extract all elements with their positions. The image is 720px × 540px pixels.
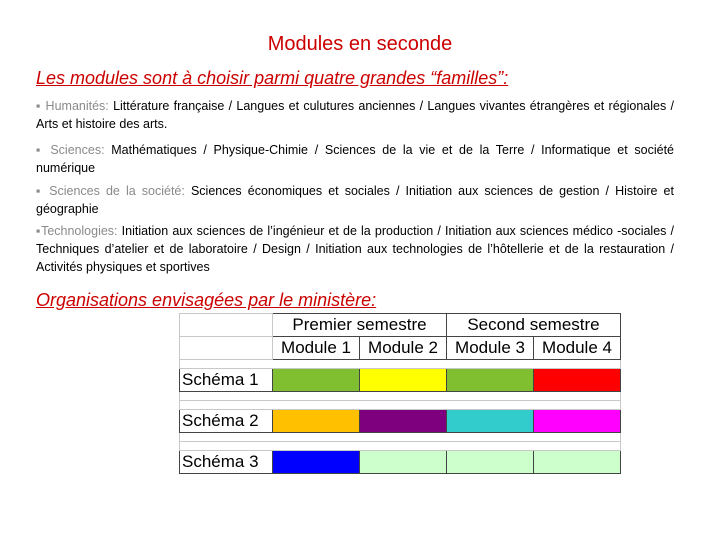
family-text: Mathématiques / Physique-Chimie / Sciences de la vie et de la Terre / Informatique et société numérique: [36, 143, 674, 175]
family-humanites: [36, 97, 674, 133]
schema-label-2: Schéma 2: [180, 410, 273, 433]
families-heading: Les modules sont à choisir parmi quatre grandes “familles”:: [36, 68, 509, 88]
schema-1-module-3-cell: [447, 369, 534, 392]
module-header-1: Module 1: [273, 337, 360, 360]
family-sciences: [36, 141, 674, 177]
family-sciences-societe: [36, 182, 674, 218]
family-category: Humanités:: [45, 99, 109, 113]
schema-3-module-4-cell: [534, 451, 621, 474]
family-text: Littérature française / Langues et culutures anciennes / Langues vivantes étrangères et régionales / Arts et histoire des arts.: [36, 99, 674, 131]
semester-header-1: Premier semestre: [273, 314, 447, 337]
schema-label-1: Schéma 1: [180, 369, 273, 392]
bullet-marker: ▪: [36, 184, 44, 198]
empty-cell: [180, 314, 273, 337]
schema-3-module-2-cell: [360, 451, 447, 474]
page-title: Modules en seconde: [267, 33, 453, 55]
bullet-marker: ▪: [36, 224, 42, 238]
family-text: Initiation aux sciences de l’ingénieur et de la production / Initiation aux sciences médico -sociales / Techniques d’atelier et de laboratoire / Design / Initiation aux technologies de l’hôtellerie et de la restauration / Activités physiques et sportives: [36, 224, 674, 274]
schema-1-module-2-cell: [360, 369, 447, 392]
family-technologies: [36, 222, 674, 276]
spacer-row: [180, 442, 621, 451]
spacer-row: [180, 360, 621, 369]
spacer-row: [180, 392, 621, 401]
schema-2-module-2-cell: [360, 410, 447, 433]
family-category: Technologies:: [41, 224, 118, 238]
module-header-2: Module 2: [360, 337, 447, 360]
schedule-table: [179, 313, 621, 474]
module-header-4: Module 4: [534, 337, 621, 360]
schema-2-module-1-cell: [273, 410, 360, 433]
schema-label-3: Schéma 3: [180, 451, 273, 474]
schema-3-module-1-cell: [273, 451, 360, 474]
schema-2-module-3-cell: [447, 410, 534, 433]
schema-1-module-1-cell: [273, 369, 360, 392]
schema-1-module-4-cell: [534, 369, 621, 392]
spacer-row: [180, 401, 621, 410]
empty-cell: [180, 337, 273, 360]
schema-3-module-3-cell: [447, 451, 534, 474]
family-category: Sciences de la société:: [49, 184, 185, 198]
bullet-marker: ▪: [36, 99, 42, 113]
organisations-heading: Organisations envisagées par le ministère:: [36, 290, 377, 310]
spacer-row: [180, 433, 621, 442]
family-category: Sciences:: [50, 143, 105, 157]
module-header-3: Module 3: [447, 337, 534, 360]
bullet-marker: ▪: [36, 143, 44, 157]
schema-2-module-4-cell: [534, 410, 621, 433]
semester-header-2: Second semestre: [447, 314, 621, 337]
family-text: Sciences économiques et sociales / Initiation aux sciences de gestion / Histoire et géographie: [36, 184, 674, 216]
